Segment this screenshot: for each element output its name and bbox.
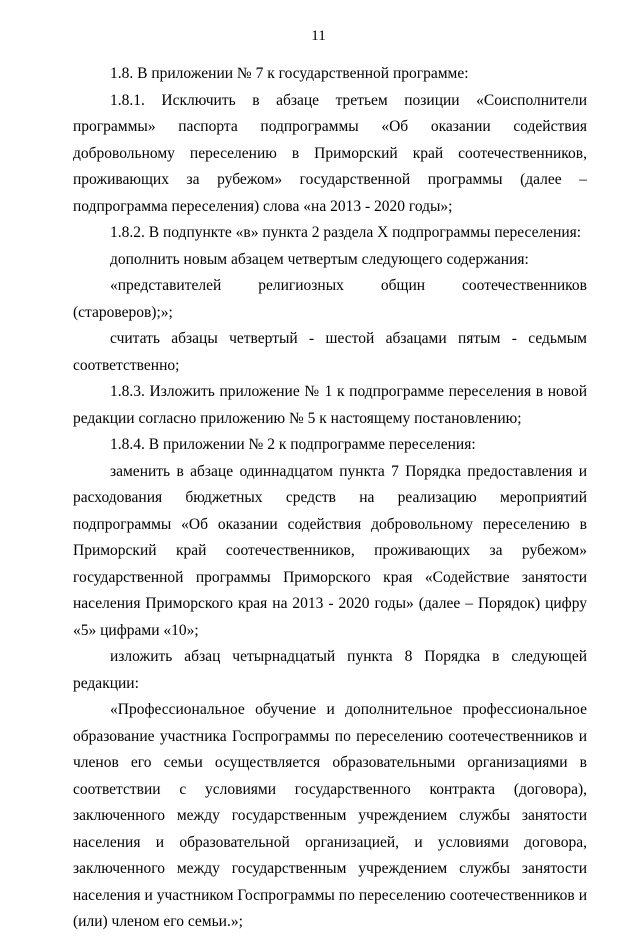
page-number: 11 [311,28,326,44]
paragraph-1-8: 1.8. В приложении № 7 к государственной программе: [110,65,469,82]
paragraph-1-8-4: 1.8.4. В приложении № 2 к подпрограмме переселения: [110,436,476,453]
paragraph-add-abzac: дополнить новым абзацем четвертым следующего содержания: [110,250,529,268]
paragraph-restate-abzac: изложить абзац четырнадцатый пункта 8 Порядка в следующей редакции: [73,648,587,692]
paragraph-1-8-3: 1.8.3. Изложить приложение № 1 к подпрограмме переселения в новой редакции согласно приложению № 5 к настоящему постановлению; [73,383,587,427]
paragraph-quote-training: «Профессиональное обучение и дополнительное профессиональное образование участника Госпрограммы по переселению соотечественников и членов его семьи осуществляется образовательными организациями в соответствии с условиями государственного контракта (договора), заключенного между государственным учреждением службы занятости населения и образовательной организацией, и условиями договора, заключенного между государственным учреждением службы занятости населения и участником Госпрограммы по переселению соотечественников и (или) членом его семьи.»; [73,701,587,930]
document-body [73,61,587,936]
paragraph-replace-digit: заменить в абзаце одиннадцатом пункта 7 Порядка предоставления и расходования бюджетных средств на реализацию мероприятий подпрограммы «Об оказании содействия добровольному переселению в Приморский край соотечественников, проживающих за рубежом» государственной программы Приморского края «Содействие занятости населения Приморского края на 2013 - 2020 годы» (далее – Порядок) цифру «5» цифрами «10»; [73,462,587,639]
paragraph-renumber: считать абзацы четвертый - шестой абзацами пятым - седьмым соответственно; [73,330,587,374]
paragraph-quote-starovery: «представителей религиозных общин соотечественников (староверов);»; [73,277,587,321]
paragraph-1-8-1: 1.8.1. Исключить в абзаце третьем позиции «Соисполнители программы» паспорта подпрограммы «Об оказании содействия добровольному переселению в Приморский край соотечественников, проживающих за рубежом» государственной программы (далее – подпрограмма переселения) слова «на 2013 - 2020 годы»; [73,91,587,215]
paragraph-1-8-2: 1.8.2. В подпункте «в» пункта 2 раздела X подпрограммы переселения: [110,224,582,241]
